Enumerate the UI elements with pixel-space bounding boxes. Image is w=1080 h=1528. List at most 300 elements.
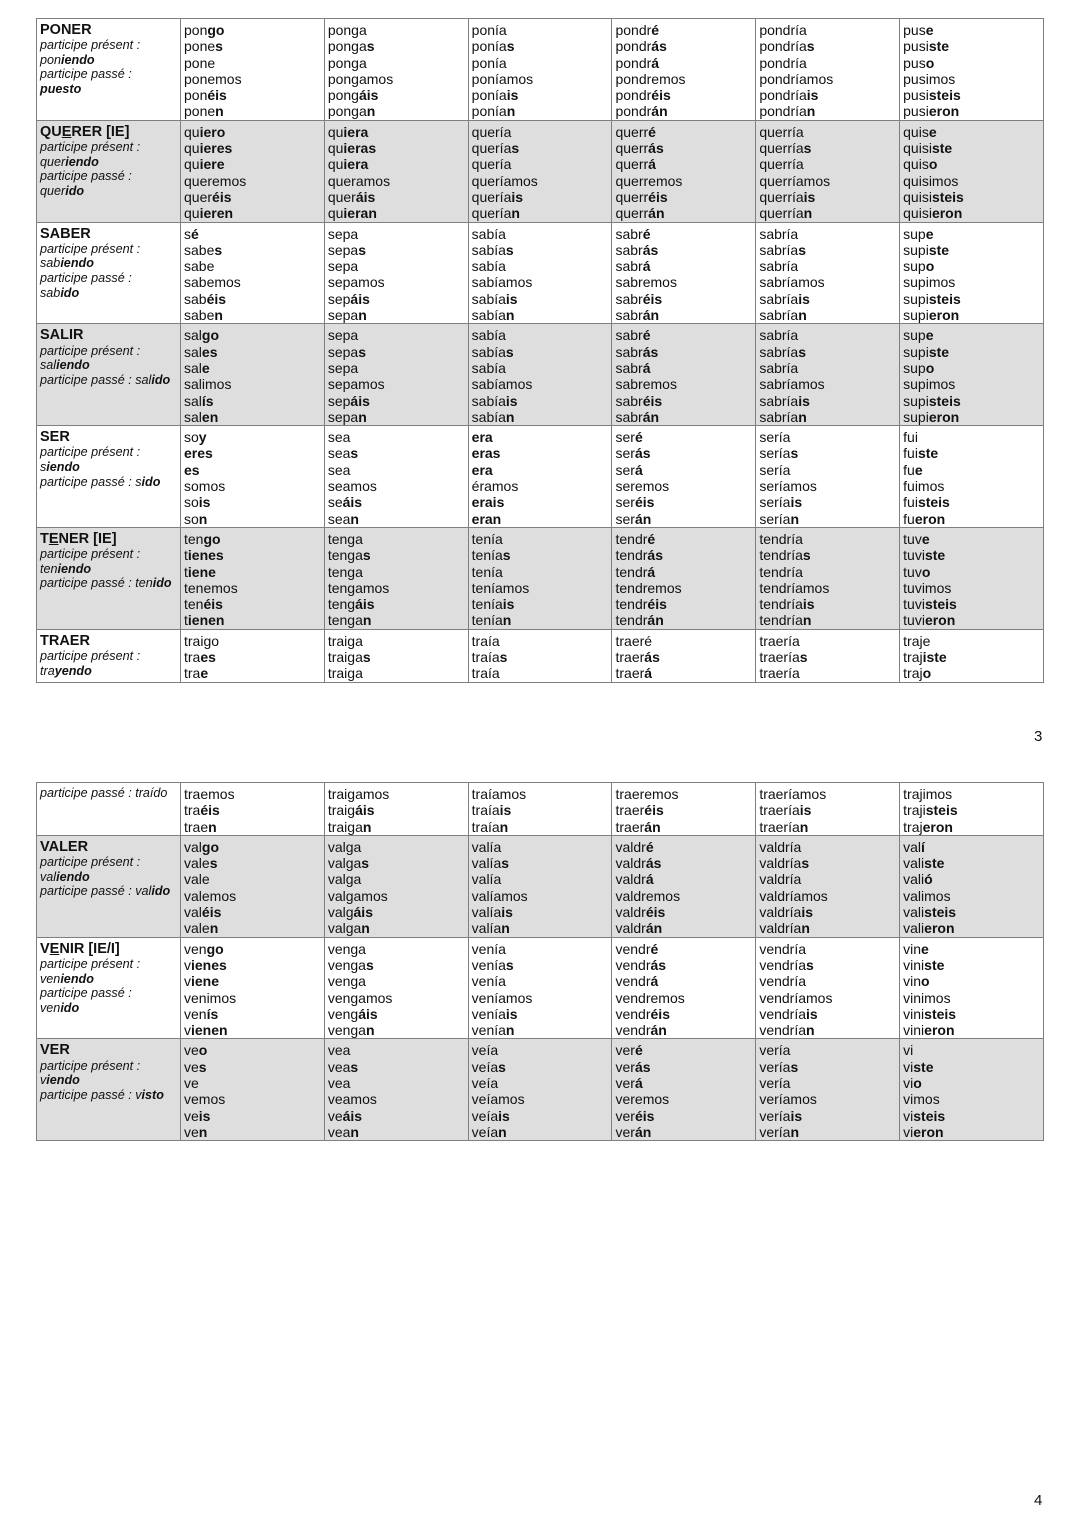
form-stem: fu	[903, 461, 915, 478]
form-stem: sabr	[615, 225, 643, 242]
tense-cell	[181, 222, 325, 324]
participle-stem: sal	[40, 358, 57, 373]
form-ending: is	[799, 802, 812, 819]
conjugated-form	[328, 376, 465, 392]
form-stem: sepamos	[327, 274, 385, 291]
form-stem: vi	[903, 1107, 914, 1124]
conjugated-form	[472, 1091, 609, 1107]
conjugated-form	[615, 957, 752, 973]
conjugated-form	[903, 22, 1040, 38]
page-number: 3	[1034, 728, 1043, 745]
conjugated-form	[328, 274, 465, 290]
conjugated-form	[184, 71, 321, 87]
participle-ending: iendo	[46, 1073, 80, 1088]
form-stem: salimos	[184, 376, 232, 393]
tense-cell	[900, 783, 1044, 836]
conjugated-form	[615, 409, 752, 425]
form-ending: ste	[928, 241, 950, 258]
form-ending: éis	[644, 802, 664, 819]
conjugated-form	[472, 140, 609, 156]
form-stem: vendría	[759, 956, 807, 973]
form-stem: querría	[759, 123, 804, 140]
form-stem: valía	[471, 904, 502, 921]
form-stem: sal	[184, 343, 202, 360]
form-stem: traer	[615, 648, 645, 665]
tense-cell	[181, 937, 325, 1039]
form-stem: v	[184, 1022, 191, 1039]
form-stem: sabría	[759, 258, 799, 275]
form-stem: veníamos	[471, 989, 533, 1006]
form-stem: pondría	[759, 22, 807, 38]
conjugated-form	[903, 274, 1040, 290]
form-stem: trajimos	[903, 786, 953, 802]
form-stem: valg	[327, 904, 354, 921]
conjugated-form	[903, 596, 1040, 612]
form-stem: traje	[903, 632, 931, 649]
participle-stem: ten	[135, 576, 153, 591]
form-stem: traigamos	[327, 786, 390, 802]
conjugated-form	[184, 973, 321, 989]
form-stem: sepa	[327, 359, 359, 376]
form-ending: n	[214, 307, 223, 324]
form-stem: ser	[615, 461, 635, 478]
tense-cell	[756, 324, 900, 426]
form-stem: sabr	[615, 392, 643, 409]
conjugated-form	[615, 344, 752, 360]
form-stem: venga	[327, 940, 366, 957]
form-ending: s	[358, 343, 366, 360]
tense-cell	[181, 783, 325, 836]
participle-ending: yendo	[54, 663, 92, 678]
form-ending: s	[806, 956, 814, 973]
form-stem: v	[184, 973, 191, 990]
form-ending: n	[362, 612, 372, 629]
form-ending: o	[925, 54, 935, 71]
form-ending: s	[505, 343, 514, 360]
form-ending: steis	[928, 392, 961, 409]
tense-cell	[900, 629, 1044, 682]
form-ending: iero	[199, 123, 226, 140]
conjugated-form	[615, 1091, 752, 1107]
form-stem: sabría	[759, 408, 799, 425]
conjugated-form	[615, 904, 752, 920]
conjugated-form	[472, 462, 609, 478]
form-stem: sabr	[615, 343, 643, 360]
tense-cell	[324, 1039, 468, 1141]
present-participle-label: participe présent :	[40, 343, 141, 358]
form-ending: is	[501, 904, 513, 921]
participle-ending: ido	[65, 183, 85, 198]
form-ending: n	[350, 1123, 359, 1140]
form-stem: qu	[184, 205, 200, 222]
form-ending: era	[471, 429, 493, 446]
form-ending: éis	[647, 596, 667, 613]
form-ending: án	[651, 103, 668, 120]
form-stem: traiga	[327, 818, 363, 835]
form-stem: vería	[759, 1075, 791, 1092]
form-stem: valdr	[615, 871, 646, 888]
form-stem: traía	[471, 818, 500, 835]
form-stem: queramos	[327, 172, 391, 189]
form-stem: pong	[327, 87, 359, 104]
conjugated-form	[759, 1042, 896, 1058]
form-stem: pondr	[615, 38, 652, 55]
conjugated-form	[184, 1042, 321, 1058]
conjugated-form	[184, 393, 321, 409]
tense-cell	[612, 426, 756, 528]
conjugated-form	[184, 307, 321, 323]
form-stem: ponía	[471, 54, 507, 71]
conjugated-form	[903, 990, 1040, 1006]
present-participle	[40, 562, 177, 577]
form-stem: sabíamos	[471, 274, 533, 291]
form-ending: e	[925, 225, 934, 242]
participle-label-text: participe passé :	[40, 576, 132, 591]
form-stem: sepamos	[327, 376, 385, 393]
present-participle	[40, 256, 177, 271]
conjugated-form	[615, 71, 752, 87]
conjugated-form	[759, 1108, 896, 1124]
conjugated-form	[328, 71, 465, 87]
form-ending: n	[511, 205, 520, 222]
verb-cell	[37, 426, 181, 528]
conjugated-form	[328, 429, 465, 445]
conjugated-form	[328, 87, 465, 103]
conjugated-form	[903, 55, 1040, 71]
form-ending: is	[505, 290, 518, 307]
conjugated-form	[759, 87, 896, 103]
conjugated-form	[759, 612, 896, 628]
tense-cell	[900, 222, 1044, 324]
form-stem: quis	[903, 156, 929, 173]
conjugated-form	[472, 494, 609, 510]
conjugated-form	[759, 819, 896, 835]
conjugated-form	[184, 124, 321, 140]
conjugated-form	[759, 511, 896, 527]
conjugated-form	[759, 307, 896, 323]
form-stem: tendría	[759, 563, 803, 580]
form-ending: á	[644, 665, 653, 682]
conjugated-form	[759, 226, 896, 242]
form-stem: veía	[471, 1058, 499, 1075]
form-ending: eron	[913, 1123, 944, 1140]
form-stem: traeríamos	[759, 786, 827, 802]
form-ending: s	[506, 38, 515, 55]
form-ending: n	[198, 510, 208, 527]
participle-ending: iendo	[57, 561, 92, 576]
conjugated-form	[615, 258, 752, 274]
participle-label-text: participe passé :	[40, 169, 132, 184]
conjugated-form	[472, 564, 609, 580]
conjugated-form	[184, 871, 321, 887]
conjugated-form	[759, 1124, 896, 1140]
form-stem: sabe	[184, 241, 215, 258]
form-stem: sea	[327, 510, 351, 527]
conjugated-form	[184, 904, 321, 920]
present-participle	[40, 1073, 177, 1088]
present-participle	[40, 972, 177, 987]
conjugated-form	[328, 855, 465, 871]
form-ending: e	[921, 940, 929, 957]
table-row	[37, 19, 1044, 121]
verb-cell	[37, 783, 181, 836]
form-ending: es	[201, 343, 218, 360]
conjugated-form	[759, 344, 896, 360]
form-stem: sabremos	[615, 274, 677, 291]
form-ending: iene	[187, 563, 216, 580]
form-ending: o	[928, 156, 938, 173]
form-ending: is	[806, 1005, 818, 1022]
participle-stem: sab	[40, 285, 61, 300]
conjugated-form	[472, 904, 609, 920]
form-ending: s	[214, 241, 223, 258]
form-stem: tenga	[327, 563, 363, 580]
form-stem: vería	[759, 1107, 791, 1124]
tense-cell	[756, 222, 900, 324]
form-ending: é	[648, 123, 656, 140]
conjugated-form	[328, 189, 465, 205]
form-stem: valdría	[759, 871, 802, 888]
conjugated-form	[615, 360, 752, 376]
form-stem: ser	[615, 494, 635, 511]
form-stem: vendr	[615, 973, 651, 990]
conjugated-form	[615, 55, 752, 71]
form-stem: vali	[903, 904, 925, 921]
conjugated-form	[472, 344, 609, 360]
conjugated-form	[903, 580, 1040, 596]
form-ending: eras	[471, 445, 501, 462]
form-stem: sea	[327, 445, 351, 462]
conjugated-form	[759, 990, 896, 1006]
participle-label-text: participe passé :	[40, 474, 132, 489]
form-ending: ste	[924, 547, 946, 564]
conjugated-form	[472, 1042, 609, 1058]
conjugated-form	[472, 38, 609, 54]
form-stem: pone	[184, 38, 216, 55]
form-ending: ste	[924, 855, 945, 872]
conjugated-form	[615, 973, 752, 989]
form-stem: qu	[327, 205, 344, 222]
form-ending: ste	[913, 1058, 934, 1075]
form-ending: n	[350, 510, 359, 527]
form-stem: quería	[471, 140, 512, 157]
form-ending: n	[806, 103, 816, 120]
form-ending: eran	[471, 510, 502, 527]
form-stem: sup	[903, 359, 926, 376]
conjugated-form	[184, 445, 321, 461]
past-participle-label	[40, 884, 177, 899]
form-stem: tendría	[759, 547, 803, 564]
form-stem: tendremos	[615, 579, 682, 596]
form-stem: veíamos	[471, 1091, 525, 1108]
form-ending: e	[921, 530, 930, 547]
form-stem: pondremos	[615, 70, 686, 87]
conjugated-form	[472, 1006, 609, 1022]
form-stem: venía	[471, 1005, 506, 1022]
present-participle	[40, 460, 177, 475]
form-stem: valíamos	[471, 887, 528, 904]
form-stem: vi	[903, 1123, 914, 1140]
conjugated-form	[472, 205, 609, 221]
verb-name: PONER	[40, 22, 92, 38]
tense-cell	[612, 783, 756, 836]
form-ending: áis	[355, 802, 375, 819]
conjugated-form	[328, 409, 465, 425]
form-stem: quer	[327, 188, 356, 205]
form-stem: fui	[903, 429, 918, 446]
form-stem: traj	[903, 818, 923, 835]
form-stem: valga	[327, 838, 362, 855]
form-stem: pondría	[759, 38, 807, 55]
form-stem: querría	[759, 140, 804, 157]
form-stem: vendría	[759, 1022, 807, 1039]
conjugated-form	[903, 855, 1040, 871]
form-ending: eron	[924, 612, 956, 629]
present-participle-label: participe présent :	[40, 445, 141, 460]
conjugated-form	[903, 124, 1040, 140]
conjugated-form	[328, 941, 465, 957]
form-ending: go	[203, 530, 221, 547]
form-stem: traía	[471, 802, 500, 819]
conjugated-form	[184, 156, 321, 172]
conjugated-form	[615, 173, 752, 189]
conjugated-form	[903, 531, 1040, 547]
conjugated-form	[615, 564, 752, 580]
form-stem: sabía	[471, 241, 506, 258]
form-ending: go	[207, 22, 225, 38]
form-stem: vale	[184, 871, 210, 888]
conjugated-form	[903, 478, 1040, 494]
participle-ending: iendo	[60, 971, 94, 986]
form-stem: sabría	[759, 327, 799, 344]
tense-cell	[468, 19, 612, 121]
conjugated-form	[472, 156, 609, 172]
form-ending: á	[648, 156, 656, 173]
form-stem: qu	[184, 156, 200, 173]
conjugated-form	[615, 580, 752, 596]
form-ending: is	[801, 904, 814, 921]
form-stem: ponga	[327, 54, 367, 71]
form-ending: é	[650, 940, 659, 957]
form-stem: val	[903, 838, 922, 855]
conjugated-form	[184, 665, 321, 681]
form-stem: veía	[471, 1123, 499, 1140]
conjugated-form	[903, 564, 1040, 580]
conjugated-form	[328, 957, 465, 973]
form-ending: ás	[647, 547, 663, 564]
conjugated-form	[759, 1075, 896, 1091]
conjugated-form	[328, 1006, 465, 1022]
tense-cell	[181, 835, 325, 937]
participle-stem: ven	[40, 1000, 61, 1015]
conjugated-form	[903, 242, 1040, 258]
conjugated-form	[328, 140, 465, 156]
form-ending: e	[200, 665, 209, 682]
form-stem: ser	[615, 429, 635, 446]
form-ending: s	[366, 38, 375, 55]
conjugated-form	[328, 871, 465, 887]
form-ending: án	[642, 408, 660, 425]
conjugated-form	[903, 205, 1040, 221]
conjugated-form	[759, 786, 896, 802]
form-stem: seremos	[615, 478, 670, 495]
present-participle-label: participe présent :	[40, 38, 141, 53]
past-participle-label	[40, 271, 177, 286]
form-ending: ieras	[343, 140, 377, 157]
form-stem: tuvi	[903, 596, 925, 613]
form-ending: s	[505, 241, 514, 258]
form-stem: tuv	[903, 563, 922, 580]
form-stem: qu	[184, 123, 200, 140]
form-stem: vería	[759, 1042, 791, 1059]
tense-cell	[900, 19, 1044, 121]
conjugated-form	[472, 103, 609, 119]
conjugated-form	[472, 612, 609, 628]
form-ending: éis	[201, 904, 222, 921]
conjugated-form	[472, 888, 609, 904]
conjugated-form	[615, 819, 752, 835]
conjugated-form	[328, 904, 465, 920]
form-ending: eres	[184, 445, 213, 462]
conjugated-form	[615, 941, 752, 957]
tense-cell	[468, 783, 612, 836]
form-stem: so	[184, 494, 199, 511]
tense-cell	[756, 937, 900, 1039]
conjugated-form	[184, 494, 321, 510]
form-ending: is	[505, 392, 518, 409]
form-stem: vendría	[759, 973, 807, 990]
form-ending: s	[806, 38, 815, 55]
form-stem: traeré	[615, 632, 653, 649]
form-ending: éis	[203, 596, 223, 613]
tense-cell	[324, 629, 468, 682]
form-stem: veríamos	[759, 1091, 817, 1108]
conjugated-form	[328, 920, 465, 936]
conjugated-form	[615, 103, 752, 119]
form-stem: valdría	[759, 855, 802, 872]
form-stem: vimos	[903, 1091, 940, 1108]
form-ending: n	[798, 307, 807, 324]
form-ending: eron	[931, 205, 963, 222]
form-ending: s	[511, 140, 520, 157]
form-stem: valdría	[759, 838, 802, 855]
form-stem: pondría	[759, 54, 807, 71]
form-stem: supi	[903, 392, 929, 409]
form-ending: éis	[645, 904, 666, 921]
form-ending: ás	[642, 241, 659, 258]
tense-cell	[756, 527, 900, 629]
form-ending: n	[802, 612, 812, 629]
conjugated-form	[472, 1124, 609, 1140]
conjugated-form	[903, 291, 1040, 307]
form-stem: sabía	[471, 408, 506, 425]
tense-cell	[900, 937, 1044, 1039]
form-ending: s	[198, 1058, 207, 1075]
present-participle-label: participe présent :	[40, 1058, 141, 1073]
form-stem: sea	[327, 461, 351, 478]
conjugated-form	[615, 189, 752, 205]
verb-name: VALER	[40, 838, 89, 855]
form-stem: queremos	[184, 172, 247, 189]
form-stem: teng	[327, 596, 356, 613]
form-ending: ís	[201, 392, 214, 409]
conjugated-form	[615, 226, 752, 242]
verb-name: TENER [IE]	[40, 530, 117, 547]
form-ending: o	[922, 665, 932, 682]
form-ending: o	[925, 258, 935, 275]
table-row	[37, 426, 1044, 528]
form-ending: eron	[914, 510, 946, 527]
